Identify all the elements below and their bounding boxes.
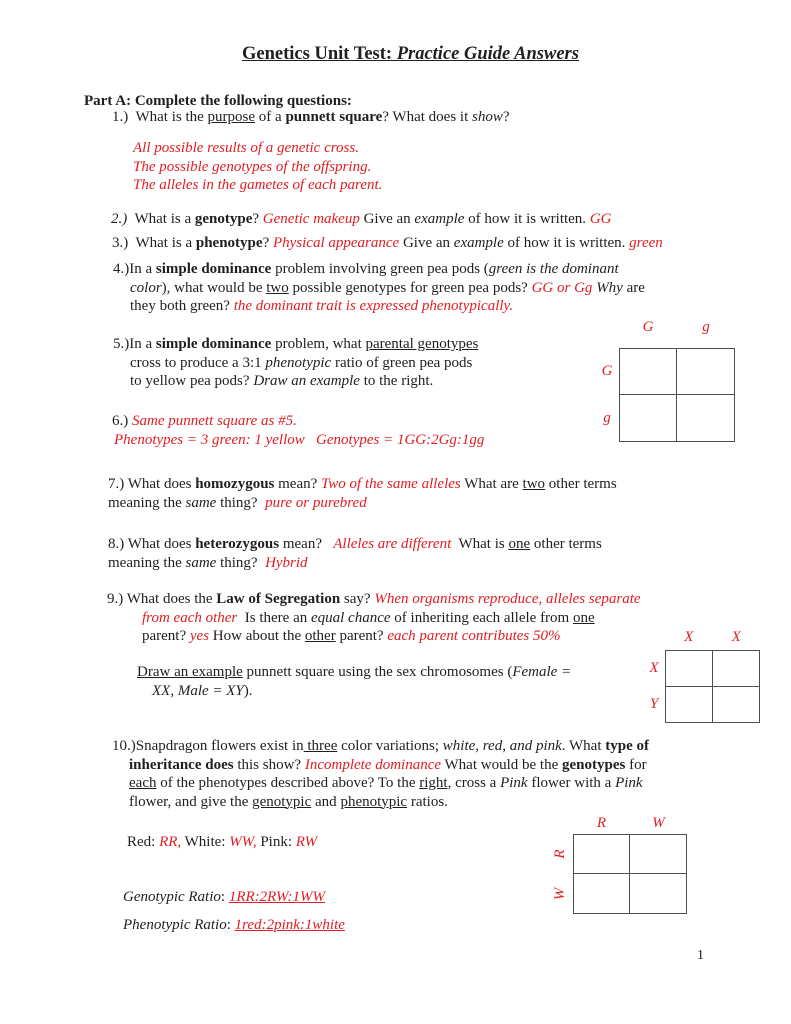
- punnett-row-label: W: [551, 887, 568, 901]
- text-segment: Incomplete dominance: [304, 756, 442, 773]
- text-segment: genotypes: [561, 756, 626, 773]
- text-segment: example: [453, 235, 504, 251]
- text-segment: , cross a: [447, 775, 501, 791]
- text-segment: 1.) What is the: [112, 109, 208, 125]
- text-segment: Phenotypes = 3 green: 1 yellow Genotypes = 1GG:2Gg:1gg: [114, 431, 485, 448]
- text-line: [137, 663, 571, 682]
- text-line: [112, 431, 484, 450]
- text-segment: Alleles are different: [333, 536, 452, 552]
- text-line: [112, 234, 663, 253]
- text-segment: green: [629, 235, 663, 251]
- question-10: [112, 737, 649, 811]
- text-segment: parent?: [335, 628, 388, 644]
- text-segment: yes: [189, 628, 210, 644]
- question-9: [107, 590, 641, 646]
- text-segment: each: [129, 775, 157, 791]
- text-segment: cross to produce a 3:1: [130, 354, 266, 371]
- text-line: [112, 756, 649, 775]
- text-segment: Hybrid: [265, 554, 308, 571]
- text-segment: 2.): [111, 211, 128, 227]
- punnett-col-label: R: [596, 815, 607, 831]
- text-segment: problem involving green pea pods (: [271, 261, 489, 277]
- text-segment: thing?: [216, 494, 266, 511]
- text-segment: Genetic makeup: [262, 211, 360, 227]
- text-segment: Draw an example: [137, 664, 243, 680]
- text-segment: How about the: [209, 628, 305, 644]
- text-segment: Give an: [399, 235, 454, 251]
- text-segment: phenotypic: [265, 354, 332, 371]
- text-segment: two: [266, 279, 289, 296]
- text-segment: Practice Guide Answers: [396, 44, 579, 64]
- text-segment: Part A: Complete the following questions:: [84, 93, 352, 109]
- punnett-row-label: Y: [649, 696, 659, 713]
- text-segment: What are: [460, 476, 523, 492]
- text-line: [113, 372, 478, 391]
- text-segment: this show?: [233, 756, 305, 773]
- text-line: [112, 737, 649, 756]
- text-line: [108, 475, 617, 494]
- text-segment: white, red, and pink: [442, 738, 562, 754]
- text-segment: color variations;: [337, 738, 443, 754]
- text-segment: RW: [295, 834, 318, 850]
- text-segment: homozygous: [195, 476, 275, 492]
- punnett-cell: [666, 687, 713, 723]
- text-segment: When organisms reproduce, alleles separate: [374, 591, 641, 607]
- punnett-cell: [713, 651, 760, 687]
- text-segment: show: [472, 109, 503, 125]
- text-segment: . What: [561, 738, 606, 754]
- text-segment: flower with a: [527, 775, 616, 791]
- punnett-cell: [620, 395, 677, 441]
- text-segment: Law of Segregation: [216, 591, 341, 607]
- text-segment: RR,: [159, 834, 182, 850]
- text-segment: simple dominance: [155, 261, 272, 277]
- punnett-grid: [665, 650, 760, 723]
- genotype-key-line: [127, 833, 317, 852]
- text-segment: heterozygous: [195, 536, 280, 552]
- text-segment: Female =: [512, 664, 572, 680]
- punnett-cell: [677, 395, 734, 441]
- text-line: [108, 535, 602, 554]
- text-line: [107, 609, 641, 628]
- genotypic-ratio-line: [123, 888, 325, 907]
- text-segment: purpose: [207, 109, 256, 125]
- text-segment: 8.) What does: [108, 536, 196, 552]
- text-segment: Pink:: [256, 834, 296, 850]
- text-segment: one: [572, 609, 595, 626]
- text-segment: genotype: [194, 211, 253, 227]
- question-7: [108, 475, 617, 512]
- text-segment: parental genotypes: [365, 336, 479, 352]
- text-segment: 9.) What does the: [107, 591, 217, 607]
- text-line: [108, 494, 617, 513]
- punnett-row-labels: [547, 834, 573, 914]
- text-line: [127, 833, 317, 852]
- punnett-cell: [630, 874, 686, 913]
- text-line: [111, 210, 611, 229]
- text-line: [123, 916, 345, 935]
- text-line: [113, 297, 645, 316]
- text-segment: All possible results of a genetic cross.: [133, 140, 359, 156]
- text-segment: ratio of green pea pods: [331, 354, 473, 371]
- text-segment: and: [311, 793, 341, 810]
- text-segment: The possible genotypes of the offspring.: [133, 158, 372, 175]
- text-segment: possible genotypes for green pea pods?: [288, 279, 532, 296]
- text-segment: mean?: [274, 476, 322, 492]
- text-segment: for: [625, 756, 647, 773]
- text-line: [30, 42, 791, 66]
- text-segment: Red:: [127, 834, 160, 850]
- punnett-square-rw: [547, 814, 687, 914]
- text-line: [113, 335, 478, 354]
- text-segment: Same punnett square as #5.: [132, 413, 297, 429]
- text-line: [133, 176, 382, 195]
- phenotypic-ratio-line: [123, 916, 345, 935]
- text-segment: from each other: [142, 609, 238, 626]
- punnett-row-labels: [643, 650, 665, 723]
- punnett-col-label: W: [652, 815, 665, 831]
- text-segment: meaning the: [108, 554, 186, 571]
- text-segment: other: [304, 628, 336, 644]
- text-segment: of how it is written.: [503, 235, 630, 251]
- text-segment: problem, what: [271, 336, 366, 352]
- text-segment: meaning the: [108, 494, 186, 511]
- text-segment: of inheriting each allele from: [390, 609, 573, 626]
- text-segment: right: [419, 775, 448, 791]
- text-segment: ?: [262, 235, 273, 251]
- text-line: [113, 260, 645, 279]
- text-line: [112, 774, 649, 793]
- text-segment: mean?: [279, 536, 334, 552]
- text-segment: WW,: [229, 834, 257, 850]
- text-segment: 10.)Snapdragon flowers exist in: [112, 738, 304, 754]
- punnett-row-label: g: [603, 410, 611, 426]
- text-segment: ?: [252, 211, 263, 227]
- text-segment: to yellow pea pods?: [130, 373, 254, 389]
- text-line: [133, 139, 382, 158]
- text-segment: Draw an example: [253, 373, 360, 389]
- text-line: [107, 590, 641, 609]
- text-segment: two: [522, 476, 546, 492]
- page-title: [30, 42, 791, 66]
- text-segment: Give an: [359, 211, 415, 227]
- text-segment: ).: [243, 682, 253, 699]
- text-segment: Phenotypic Ratio: [123, 917, 227, 933]
- text-segment: flower, and give the: [129, 793, 253, 810]
- text-segment: Genetics Unit Test:: [242, 44, 397, 64]
- text-segment: one: [508, 536, 531, 552]
- text-line: [112, 793, 649, 812]
- text-segment: ?: [502, 109, 510, 125]
- text-segment: GG: [589, 211, 612, 227]
- text-segment: Why: [596, 279, 623, 296]
- punnett-row-label: R: [551, 849, 568, 859]
- text-segment: same: [185, 554, 217, 571]
- text-segment: ratios.: [407, 793, 448, 810]
- text-segment: inheritance does: [129, 756, 234, 773]
- text-segment: ? What does it: [382, 109, 472, 125]
- text-segment: color: [130, 279, 162, 296]
- text-segment: same: [185, 494, 217, 511]
- punnett-grid: [619, 348, 735, 442]
- punnett-row-label: X: [649, 659, 659, 676]
- text-segment: type of: [605, 738, 649, 754]
- question-8: [108, 535, 602, 572]
- punnett-col-label: g: [702, 319, 710, 335]
- text-segment: are: [622, 279, 645, 296]
- question-1-answer: [133, 139, 382, 195]
- question-2: [111, 210, 611, 229]
- text-segment: other terms: [530, 536, 602, 552]
- text-segment: Is there an: [237, 609, 311, 626]
- text-segment: Pink: [500, 775, 528, 791]
- question-1: [112, 108, 510, 127]
- text-segment: the dominant trait is expressed phenotypically.: [233, 298, 514, 314]
- text-segment: genotypic: [252, 793, 312, 810]
- text-line: [112, 412, 484, 431]
- text-segment: punnett square using the sex chromosomes (: [242, 664, 513, 680]
- text-segment: :: [220, 889, 229, 905]
- text-segment: say?: [340, 591, 375, 607]
- text-segment: green is the dominant: [488, 261, 619, 277]
- punnett-col-labels: [573, 814, 687, 834]
- text-segment: of a: [255, 109, 286, 125]
- text-line: [137, 682, 571, 701]
- text-segment: phenotypic: [340, 793, 408, 810]
- text-segment: 3.) What is a: [112, 235, 196, 251]
- text-segment: 1RR:2RW:1WW: [228, 889, 326, 905]
- text-segment: of how it is written.: [464, 211, 590, 227]
- text-segment: White:: [181, 834, 230, 850]
- text-segment: 4.)In a: [113, 261, 156, 277]
- punnett-cell: [677, 349, 734, 395]
- punnett-col-labels: [619, 318, 735, 348]
- text-line: [113, 279, 645, 298]
- text-line: [123, 888, 325, 907]
- punnett-row-label: G: [601, 363, 613, 379]
- text-line: [112, 108, 510, 127]
- text-segment: 6.): [112, 413, 132, 429]
- text-line: [133, 158, 382, 177]
- punnett-cell: [620, 349, 677, 395]
- page-number: 1: [697, 948, 704, 963]
- text-segment: phenotype: [195, 235, 263, 251]
- draw-example-instruction: [137, 663, 571, 700]
- punnett-col-label: X: [684, 629, 694, 645]
- punnett-cell: [574, 874, 630, 913]
- text-segment: thing?: [216, 554, 266, 571]
- text-segment: 1red:2pink:1white: [234, 917, 345, 933]
- text-segment: they both green?: [130, 298, 234, 314]
- text-segment: 5.)In a: [113, 336, 156, 352]
- text-segment: Genotypic Ratio: [123, 889, 221, 905]
- text-line: [108, 554, 602, 573]
- text-segment: parent?: [142, 628, 190, 644]
- punnett-row-labels: [595, 348, 619, 442]
- question-5: [113, 335, 478, 391]
- text-line: [107, 627, 641, 646]
- text-segment: What is: [451, 536, 509, 552]
- text-segment: Two of the same alleles: [321, 476, 461, 492]
- question-3: [112, 234, 663, 253]
- punnett-cell: [630, 835, 686, 874]
- punnett-col-label: G: [642, 319, 654, 335]
- text-segment: example: [414, 211, 465, 227]
- text-segment: What is a: [127, 211, 195, 227]
- text-segment: 7.) What does: [108, 476, 196, 492]
- text-segment: The alleles in the gametes of each parent.: [133, 177, 383, 193]
- punnett-square-xy: [643, 628, 760, 723]
- text-segment: ), what would be: [161, 279, 267, 296]
- text-segment: punnett square: [285, 109, 383, 125]
- text-segment: three: [303, 738, 338, 754]
- punnett-cell: [666, 651, 713, 687]
- text-line: [113, 354, 478, 373]
- text-segment: :: [226, 917, 235, 933]
- text-segment: Physical appearance: [272, 235, 400, 251]
- punnett-col-labels: [665, 628, 760, 650]
- text-segment: Pink: [615, 775, 643, 791]
- text-segment: XX, Male = XY: [152, 682, 244, 699]
- text-segment: to the right.: [359, 373, 434, 389]
- text-segment: other terms: [545, 476, 617, 492]
- punnett-grid: [573, 834, 687, 914]
- punnett-cell: [713, 687, 760, 723]
- punnett-cell: [574, 835, 630, 874]
- text-segment: equal chance: [310, 609, 391, 626]
- text-segment: of the phenotypes described above? To the: [156, 775, 420, 791]
- text-segment: each parent contributes 50%: [387, 628, 561, 644]
- punnett-square-gg: [595, 318, 735, 442]
- text-segment: simple dominance: [155, 336, 272, 352]
- punnett-col-label: X: [731, 629, 741, 645]
- text-segment: GG or Gg: [531, 279, 593, 296]
- question-6: [112, 412, 484, 449]
- question-4: [113, 260, 645, 316]
- text-segment: What would be the: [441, 756, 562, 773]
- text-segment: pure or purebred: [265, 494, 367, 511]
